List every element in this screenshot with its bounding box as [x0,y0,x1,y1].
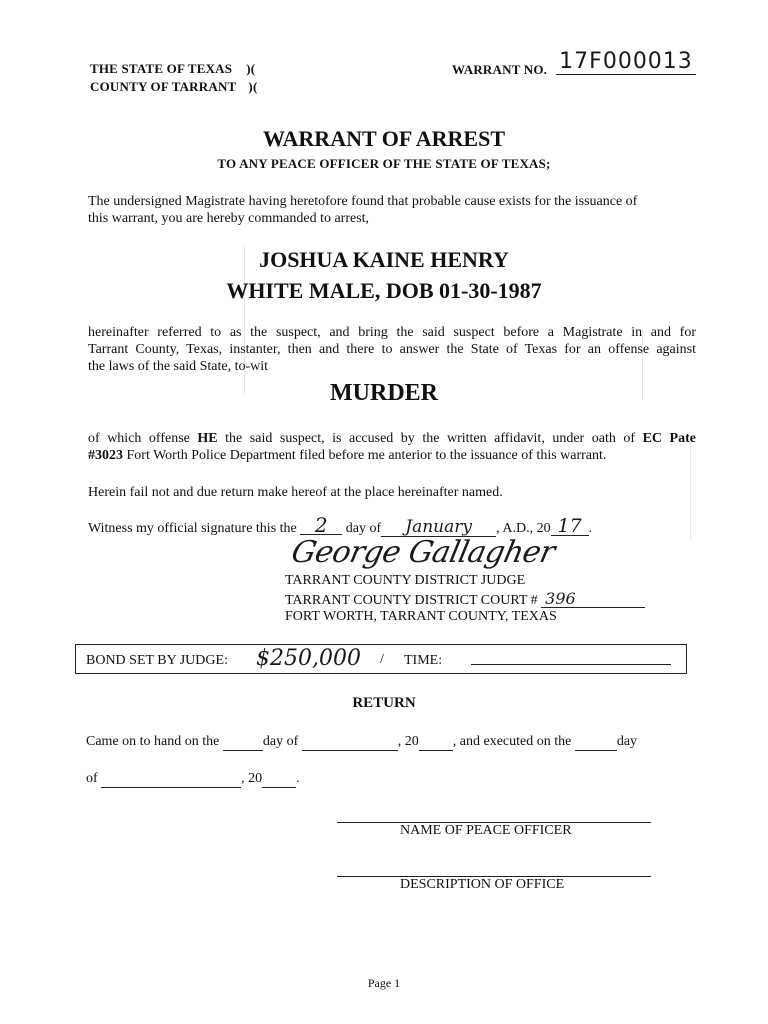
command-line: Tarrant County, Texas, instanter, then and there to answer the State of Texas for an offense against [88,342,696,357]
page-number: Page 1 [367,976,401,990]
court-number: 396 [541,590,645,608]
judge-court: TARRANT COUNTY DISTRICT COURT # 396 [285,590,645,609]
herein-line: Herein fail not and due return make hereof at the place hereinafter named. [88,485,503,500]
witness-line: Witness my official signature this the 2 day of January , A.D., 20 17 . [88,513,593,537]
suspect-description: WHITE MALE, DOB 01-30-1987 [226,278,542,303]
command-paragraph [88,324,696,375]
return-line-1: Came on to hand on the day of , 20 , and executed on the day [86,734,638,749]
county-line: COUNTY OF TARRANT )( [90,79,258,94]
return-blank[interactable] [575,733,617,751]
page-subtitle: TO ANY PEACE OFFICER OF THE STATE OF TEXAS; [217,156,551,171]
return-blank[interactable] [262,770,296,788]
bond-time-line [471,664,671,665]
suspect-name: JOSHUA KAINE HENRY [259,247,509,272]
officer-name-label: NAME OF PEACE OFFICER [400,823,572,838]
affidavit-line: of which offense HE the said suspect, is accused by the written affidavit, under oath of EC Pate [88,431,696,446]
bond-time-label: TIME: [404,653,443,668]
page-title: WARRANT OF ARREST [262,126,506,151]
intro-line: The undersigned Magistrate having heretofore found that probable cause exists for the issuance of [88,194,638,209]
return-line-2: of , 20 . [86,771,300,786]
office-description-label: DESCRIPTION OF OFFICE [400,877,565,892]
affidavit-line: #3023 Fort Worth Police Department filed before me anterior to the issuance of this warrant. [88,448,607,463]
affidavit-paragraph [88,430,696,464]
judge-signature: George Gallagher [288,535,558,570]
return-blank[interactable] [419,733,453,751]
witness-day: 2 [300,517,342,535]
bond-box [75,644,687,674]
return-blank[interactable] [223,733,263,751]
judge-location: FORT WORTH, TARRANT COUNTY, TEXAS [285,609,557,624]
bond-separator: / [380,652,384,667]
bond-label: BOND SET BY JUDGE: [86,653,228,668]
judge-title: TARRANT COUNTY DISTRICT JUDGE [285,573,526,588]
intro-paragraph [88,193,688,227]
return-blank[interactable] [101,770,241,788]
witness-month: January [381,519,496,537]
warrant-number-label: WARRANT NO. [452,62,548,77]
bond-amount: $250,000 [256,646,361,671]
return-blank[interactable] [302,733,398,751]
witness-year: 17 [551,518,589,536]
offense: MURDER [330,380,438,406]
state-line: THE STATE OF TEXAS )( [90,61,256,76]
command-line: the laws of the said State, to-wit [88,359,269,374]
command-line: hereinafter referred to as the suspect, and bring the said suspect before a Magistrate in and for [88,325,696,340]
warrant-number-value: 17F000013 [556,50,696,75]
intro-line: this warrant, you are hereby commanded to arrest, [88,211,370,226]
return-heading: RETURN [352,695,416,711]
